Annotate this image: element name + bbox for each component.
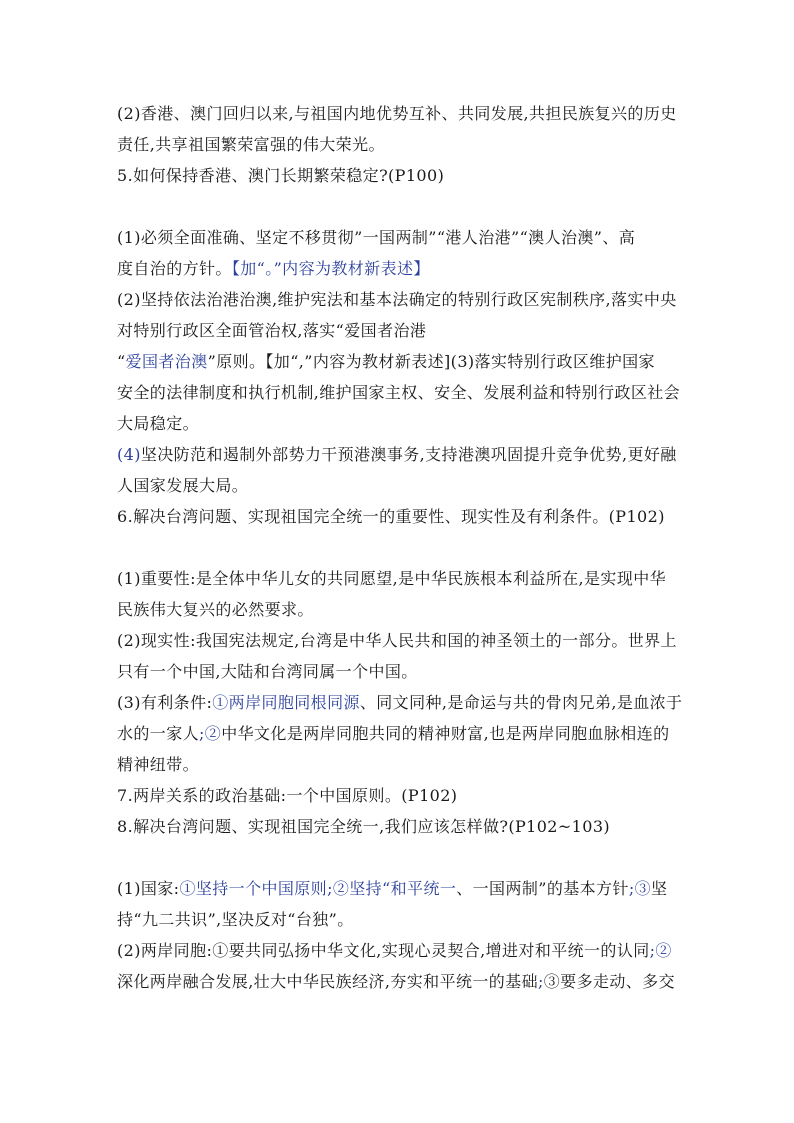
text-span: (2)两岸同胞:①要共同弘扬中华文化,实现心灵契合,增进对和平统一的认同 (117, 941, 650, 960)
text-span: 责任,共享祖国繁荣富强的伟大荣光。 (117, 135, 385, 154)
text-line-21 (117, 786, 457, 806)
text-span: (3)有利条件: (117, 693, 213, 712)
text-span: ; (537, 972, 544, 991)
text-span: (2)坚持依法治港治澳,维护宪法和基本法确定的特别行政区宪制秩序,落实中央 (117, 290, 677, 309)
text-line-14 (117, 569, 666, 589)
text-span: 6.解决台湾问题、实现祖国完全统一的重要性、现实性及有利条件。(P102) (117, 507, 665, 526)
text-span: 5.如何保持香港、澳门长期繁荣稳定?(P100) (117, 166, 445, 185)
text-line-7 (117, 321, 426, 341)
text-span: 坚 (651, 879, 668, 898)
text-span: ①两岸同胞同根同源 (212, 693, 360, 712)
text-span: (1)重要性:是全体中华儿女的共同愿望,是中华民族根本利益所在,是实现中华 (117, 569, 667, 588)
text-line-15 (117, 600, 314, 620)
text-line-5 (117, 259, 430, 279)
text-line-23 (117, 879, 667, 899)
text-span: 只有一个中国,大陆和台湾同属一个中国。 (117, 662, 418, 681)
text-span: (4) (117, 445, 141, 464)
text-line-11 (117, 445, 677, 465)
text-span: 精神纽带。 (117, 755, 200, 774)
text-span: ;② (649, 941, 672, 960)
text-span: 持“九二共识”,坚决反对“台独”。 (117, 910, 354, 929)
text-line-10 (117, 414, 199, 434)
text-span: 【加“。”内容为教材新表述】 (231, 259, 430, 278)
text-span: 坚决防范和遏制外部势力干预港澳事务,支持港澳巩固提升竞争优势,更好融 (140, 445, 677, 464)
text-span: 安全的法律制度和执行机制,维护国家主权、安全、发展利益和特别行政区社会 (117, 383, 681, 402)
text-span: 、同文同种,是命运与共的骨肉兄弟,是血浓于 (359, 693, 683, 712)
text-span: (1)必须全面准确、坚定不移贯彻”一国两制”“港人治港”“澳人治澳”、高 (117, 228, 636, 247)
text-line-24 (117, 910, 354, 930)
text-line-22 (117, 817, 610, 837)
text-line-2 (117, 135, 385, 155)
text-line-8 (117, 352, 655, 372)
text-span: 8.解决台湾问题、实现祖国完全统一,我们应该怎样做?(P102~103) (117, 817, 611, 836)
text-span: ”原则。【加“,”内容为教材新表述](3)落实特别行政区维护国家 (207, 352, 655, 371)
text-line-12 (117, 476, 248, 496)
text-span: ①坚持一个中国原则;②坚持“和平统一 (179, 879, 457, 898)
text-line-19 (117, 724, 670, 744)
text-line-13 (117, 507, 665, 527)
text-line-20 (117, 755, 199, 775)
text-line-4 (117, 228, 635, 248)
text-span: 7.两岸关系的政治基础:一个中国原则。(P102) (117, 786, 458, 805)
text-span: 深化两岸融合发展,壮大中华民族经济,夯实和平统一的基础 (117, 972, 538, 991)
text-line-9 (117, 383, 680, 403)
text-span: 大局稳定。 (117, 414, 200, 433)
text-line-1 (117, 104, 677, 124)
text-span: (1)国家: (117, 879, 180, 898)
text-span: 、一国两制”的基本方针 (456, 879, 629, 898)
text-span: ;③ (628, 879, 652, 898)
text-line-26 (117, 972, 675, 992)
text-line-6 (117, 290, 677, 310)
text-span: (2)现实性:我国宪法规定,台湾是中华人民共和国的神圣领土的一部分。世界上 (117, 631, 677, 650)
text-span: 中华文化是两岸同胞共同的精神财富,也是两岸同胞血脉相连的 (221, 724, 670, 743)
text-line-17 (117, 662, 418, 682)
text-span: 人国家发展大局。 (117, 476, 249, 495)
text-line-16 (117, 631, 677, 651)
text-line-18 (117, 693, 682, 713)
text-line-3 (117, 166, 444, 186)
text-span: (2)香港、澳门回归以来,与祖国内地优势互补、共同发展,共担民族复兴的历史 (117, 104, 677, 123)
text-span: “ (117, 352, 126, 371)
text-span: ;② (199, 724, 222, 743)
text-span: ③要多走动、多交 (543, 972, 675, 991)
text-span: 度自治的方针。 (117, 259, 232, 278)
text-span: 爱国者治澳 (125, 352, 208, 371)
text-span: 水的一家人 (117, 724, 200, 743)
text-span: 对特别行政区全面管治权,落实“爱国者治港 (117, 321, 427, 340)
text-line-25 (117, 941, 672, 961)
text-span: 民族伟大复兴的必然要求。 (117, 600, 314, 619)
